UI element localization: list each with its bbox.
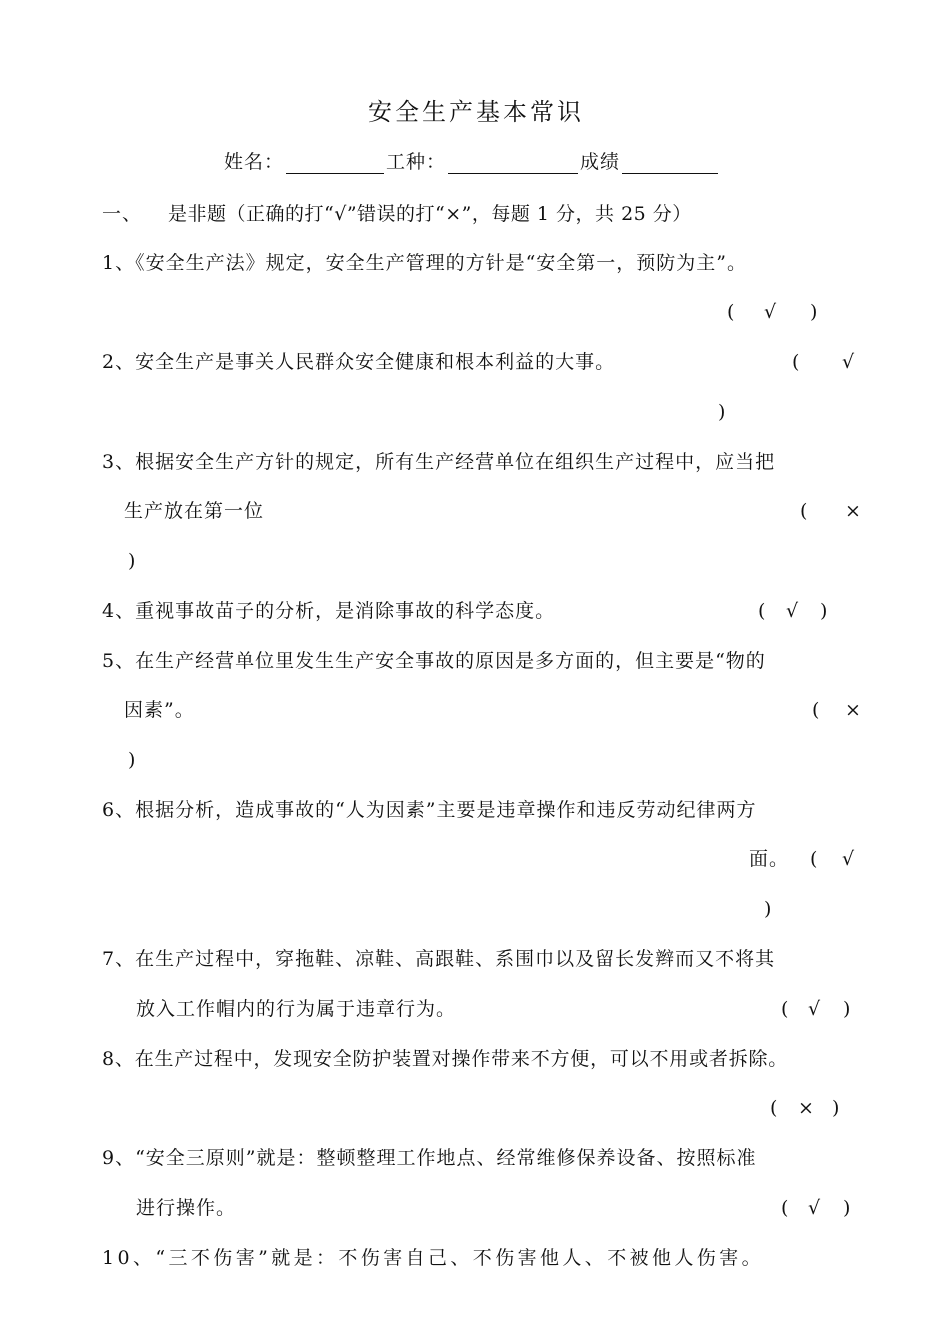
question-8-text: 8、在生产过程中，发现安全防护装置对操作带来不方便，可以不用或者拆除。: [102, 1048, 789, 1070]
question-6-answer: √: [842, 848, 855, 870]
question-9-close: ): [843, 1197, 851, 1219]
question-6-close: ): [764, 898, 772, 920]
question-3-close: ): [128, 550, 136, 572]
question-1-answer: √: [764, 301, 777, 323]
document-title: 安全生产基本常识: [368, 98, 584, 126]
question-9-line-1: 9、“安全三原则”就是：整顿整理工作地点、经常维修保养设备、按照标准: [102, 1147, 757, 1169]
question-1-text: 1、《安全生产法》规定，安全生产管理的方针是“安全第一，预防为主”。: [102, 252, 748, 274]
question-2-close: ): [718, 401, 726, 423]
question-2-answer: √: [842, 351, 855, 373]
question-1-open: (: [727, 301, 735, 323]
question-2-text: 2、安全生产是事关人民群众安全健康和根本利益的大事。: [102, 351, 616, 373]
question-8-open: (: [770, 1097, 778, 1119]
question-3-open: (: [800, 500, 808, 522]
question-7-open: (: [781, 998, 789, 1020]
question-7-line-2: 放入工作帽内的行为属于违章行为。: [136, 998, 457, 1020]
question-5-line-1: 5、在生产经营单位里发生生产安全事故的原因是多方面的，但主要是“物的: [102, 650, 766, 672]
job-blank[interactable]: [448, 153, 578, 174]
question-7-answer: √: [808, 998, 821, 1020]
question-9-open: (: [781, 1197, 789, 1219]
question-5-line-2: 因素”。: [124, 699, 195, 721]
section-number: 一、: [102, 203, 143, 225]
header-fields: [224, 150, 720, 174]
score-label: 成绩: [580, 151, 621, 173]
question-2-open: (: [792, 351, 800, 373]
score-blank[interactable]: [622, 153, 718, 174]
question-8-close: ): [832, 1097, 840, 1119]
question-3-line-1: 3、根据安全生产方针的规定，所有生产经营单位在组织生产过程中，应当把: [102, 451, 776, 473]
question-7-close: ): [843, 998, 851, 1020]
question-7-line-1: 7、在生产过程中，穿拖鞋、凉鞋、高跟鞋、系围巾以及留长发辫而又不将其: [102, 948, 776, 970]
question-4-close: ): [820, 600, 828, 622]
question-8-answer: ×: [798, 1097, 814, 1119]
question-5-answer: ×: [845, 699, 861, 721]
question-1-close: ): [810, 301, 818, 323]
question-4-text: 4、重视事故苗子的分析，是消除事故的科学态度。: [102, 600, 556, 622]
question-10-text: 10、“三不伤害”就是：不伤害自己、不伤害他人、不被他人伤害。: [102, 1247, 765, 1269]
question-9-answer: √: [808, 1197, 821, 1219]
question-3-answer: ×: [845, 500, 861, 522]
name-blank[interactable]: [286, 153, 384, 174]
question-6-line-1: 6、根据分析，造成事故的“人为因素”主要是违章操作和违反劳动纪律两方: [102, 799, 757, 821]
job-label: 工种：: [386, 151, 447, 173]
question-6-open: (: [810, 848, 818, 870]
question-3-line-2: 生产放在第一位: [124, 500, 265, 522]
question-6-line-2: 面。: [749, 848, 790, 870]
question-5-close: ): [128, 749, 136, 771]
section-heading: 是非题（正确的打“√”错误的打“×”，每题 1 分，共 25 分）: [168, 203, 692, 225]
question-4-open: (: [758, 600, 766, 622]
question-9-line-2: 进行操作。: [136, 1197, 237, 1219]
name-label: 姓名：: [224, 151, 285, 173]
question-4-answer: √: [786, 600, 799, 622]
question-5-open: (: [812, 699, 820, 721]
